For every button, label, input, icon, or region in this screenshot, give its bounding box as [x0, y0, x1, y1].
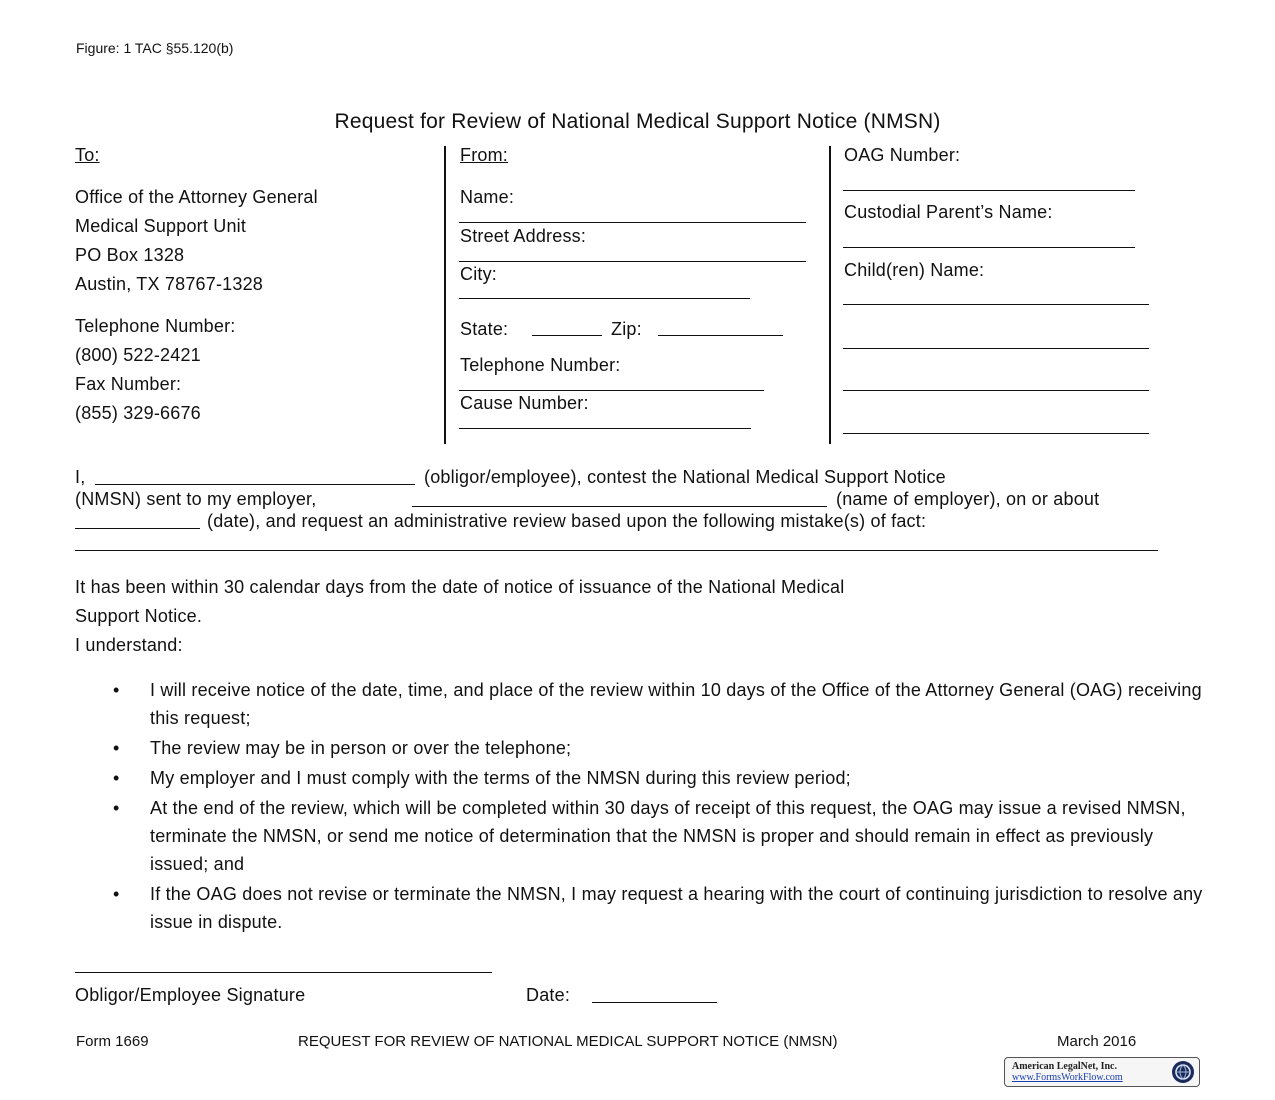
column-divider-left — [444, 146, 446, 444]
list-item: • At the end of the review, which will be completed within 30 days of receipt of this request, the OAG may issue a revised NMSN, terminate the NMSN, or send me notice of determination that the NMSN is proper and should remain in effect as previously issued; and — [75, 794, 1205, 878]
from-street-label: Street Address: — [460, 226, 587, 246]
signature-field[interactable] — [75, 972, 492, 973]
obligor-name-field[interactable] — [95, 484, 415, 485]
from-cause-label: Cause Number: — [460, 393, 589, 413]
child-name-field-3[interactable] — [843, 390, 1149, 391]
employer-name-field[interactable] — [412, 506, 827, 507]
figure-reference: Figure: 1 TAC §55.120(b) — [76, 40, 234, 56]
signature-date-label: Date: — [526, 985, 571, 1005]
from-city-label: City: — [460, 264, 497, 284]
to-telephone-value: (800) 522-2421 — [75, 345, 201, 365]
within-line-1: It has been within 30 calendar days from the date of notice of issuance of the National Medical — [75, 577, 845, 597]
from-state-field[interactable] — [532, 335, 602, 336]
column-divider-right — [829, 146, 831, 444]
oag-number-field[interactable] — [843, 190, 1135, 191]
list-item: • I will receive notice of the date, time, and place of the review within 10 days of the Office of the Attorney General (OAG) receiving this request; — [75, 676, 1205, 732]
child-name-field-4[interactable] — [843, 433, 1149, 434]
to-line-2: Medical Support Unit — [75, 216, 247, 236]
from-telephone-field[interactable] — [459, 390, 764, 391]
from-city-field[interactable] — [459, 298, 750, 299]
oag-number-label: OAG Number: — [844, 145, 961, 165]
from-telephone-label: Telephone Number: — [460, 355, 621, 375]
statement-employer: (NMSN) sent to my employer, — [75, 489, 317, 509]
to-telephone-label: Telephone Number: — [75, 316, 236, 336]
from-zip-field[interactable] — [658, 335, 783, 336]
statement-request: (date), and request an administrative review based upon the following mistake(s) of fact: — [207, 511, 927, 531]
from-name-label: Name: — [460, 187, 515, 207]
list-item: • The review may be in person or over the telephone; — [75, 734, 1205, 762]
to-line-4: Austin, TX 78767-1328 — [75, 274, 263, 294]
signature-date-field[interactable] — [592, 1002, 717, 1003]
logo-company: American LegalNet, Inc. — [1012, 1061, 1117, 1072]
from-state-label: State: — [460, 319, 509, 339]
custodial-parent-field[interactable] — [843, 247, 1135, 248]
custodial-parent-label: Custodial Parent’s Name: — [844, 202, 1053, 222]
list-item: • If the OAG does not revise or terminate the NMSN, I may request a hearing with the court of continuing jurisdiction to resolve any issue in dispute. — [75, 880, 1205, 936]
to-line-1: Office of the Attorney General — [75, 187, 318, 207]
from-zip-label: Zip: — [611, 319, 642, 339]
signature-label: Obligor/Employee Signature — [75, 985, 306, 1005]
child-name-field-1[interactable] — [843, 304, 1149, 305]
children-name-label: Child(ren) Name: — [844, 260, 985, 280]
from-heading: From: — [460, 145, 508, 165]
understanding-list — [75, 676, 1205, 938]
footer-date: March 2016 — [1057, 1033, 1137, 1050]
logo-url[interactable]: www.FormsWorkFlow.com — [1012, 1072, 1123, 1083]
statement-contest: (obligor/employee), contest the National Medical Support Notice — [424, 467, 946, 487]
child-name-field-2[interactable] — [843, 348, 1149, 349]
from-cause-field[interactable] — [459, 428, 751, 429]
page-title: Request for Review of National Medical Support Notice (NMSN) — [334, 110, 941, 133]
list-item: • My employer and I must comply with the terms of the NMSN during this review period; — [75, 764, 1205, 792]
to-line-3: PO Box 1328 — [75, 245, 185, 265]
footer-title: REQUEST FOR REVIEW OF NATIONAL MEDICAL SUPPORT NOTICE (NMSN) — [298, 1033, 838, 1050]
from-street-field[interactable] — [459, 261, 806, 262]
legalnet-logo — [1004, 1057, 1200, 1087]
footer-form-number: Form 1669 — [76, 1033, 149, 1050]
statement-on-or-about: (name of employer), on or about — [836, 489, 1100, 509]
from-name-field[interactable] — [459, 222, 806, 223]
mistake-of-fact-field[interactable] — [75, 550, 1158, 551]
date-field[interactable] — [75, 528, 200, 529]
within-line-2: Support Notice. — [75, 606, 203, 626]
to-fax-value: (855) 329-6676 — [75, 403, 201, 423]
to-heading: To: — [75, 145, 100, 165]
statement-i: I, — [75, 467, 86, 487]
globe-icon — [1171, 1060, 1195, 1084]
understand-label: I understand: — [75, 635, 183, 655]
to-fax-label: Fax Number: — [75, 374, 182, 394]
